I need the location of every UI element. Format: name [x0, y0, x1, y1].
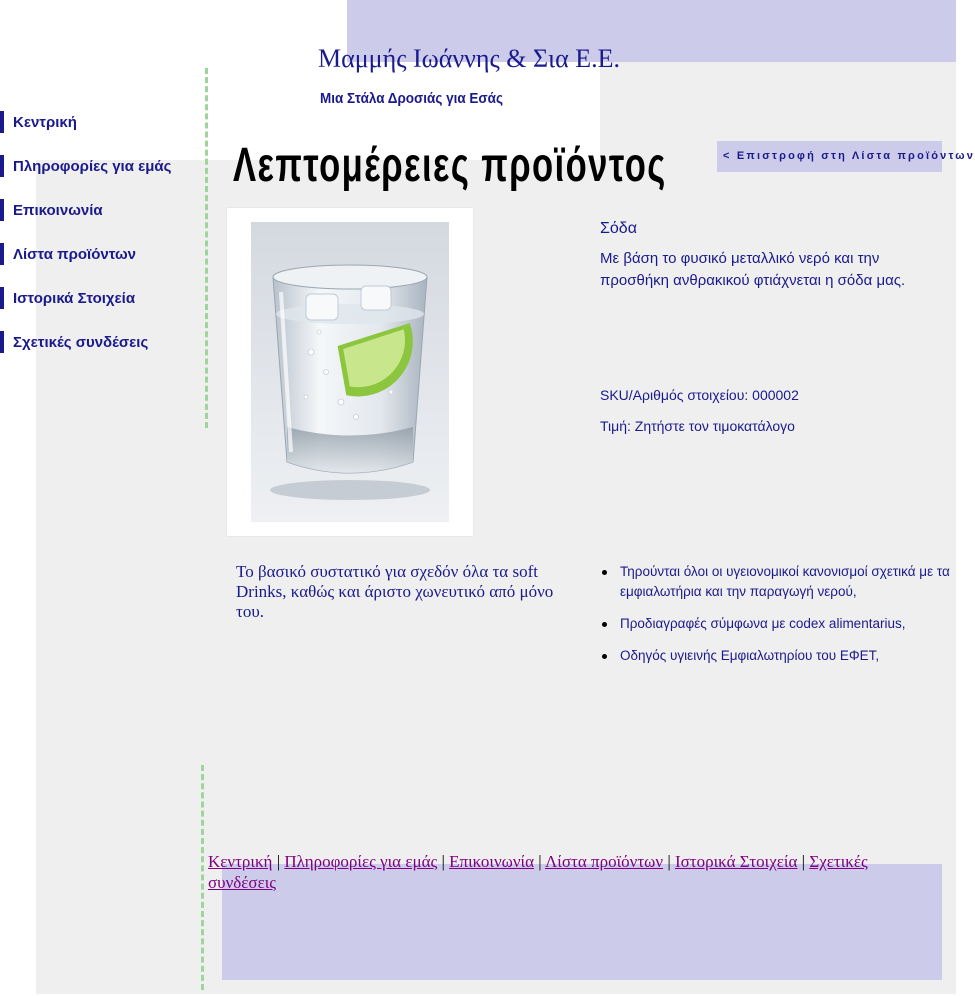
slogan: Μια Στάλα Δροσιάς για Εσάς: [320, 90, 503, 107]
product-sku: SKU/Αριθμός στοιχείου: 000002: [600, 387, 799, 403]
footer-link-history[interactable]: Ιστορικά Στοιχεία: [674, 852, 798, 871]
sidebar-nav: [0, 100, 205, 364]
nav-item-links[interactable]: [0, 320, 205, 364]
product-paragraph: Το βασικό συστατικό για σχεδόν όλα τα soft Drinks, καθώς και άριστο χωνευτικό από μόνο του.: [236, 562, 554, 621]
nav-item-label: Σχετικές συνδέσεις: [13, 333, 149, 351]
page-title: Λεπτομέρειες προϊόντος: [233, 139, 667, 192]
nav-marker: [0, 331, 4, 353]
nav-marker: [0, 287, 4, 309]
nav-marker: [0, 155, 4, 177]
nav-marker: [0, 199, 4, 221]
nav-item-about[interactable]: [0, 144, 205, 188]
footer-separator: |: [441, 852, 445, 871]
footer-link-about[interactable]: Πληροφορίες για εμάς: [284, 852, 438, 871]
list-item: Οδηγός υγιεινής Εμφιαλωτηρίου του ΕΦΕΤ,: [600, 646, 950, 666]
back-to-products-button[interactable]: < Επιστροφή στη Λίστα προϊόντων: [717, 141, 942, 172]
product-name: Σόδα: [600, 220, 637, 237]
footer-separator: |: [538, 852, 542, 871]
nav-marker: [0, 111, 4, 133]
company-name: Μαμμής Ιωάννης & Σια Ε.Ε.: [318, 44, 621, 73]
footer-link-home[interactable]: Κεντρική: [208, 852, 273, 871]
nav-item-label: Ιστορικά Στοιχεία: [13, 289, 136, 307]
footer-separator: |: [801, 852, 806, 871]
feature-list: [600, 562, 950, 678]
nav-item-history[interactable]: [0, 276, 205, 320]
soda-glass-with-lime-icon: [251, 222, 449, 522]
product-image-frame: [227, 208, 473, 536]
footer-nav: [208, 851, 908, 893]
nav-item-label: Κεντρική: [13, 113, 77, 131]
nav-item-label: Λίστα προϊόντων: [13, 245, 136, 263]
nav-item-products[interactable]: [0, 232, 205, 276]
footer-link-contact[interactable]: Επικοινωνία: [449, 852, 534, 871]
footer-link-links[interactable]: Σχετικές συνδέσεις: [208, 852, 868, 892]
footer-separator: |: [276, 852, 281, 871]
nav-divider: [205, 68, 208, 428]
nav-item-home[interactable]: [0, 100, 205, 144]
list-item: Τηρούνται όλοι οι υγειονομικοί κανονισμοί σχετικά με τα εμφιαλωτήρια και την παραγωγή νερού,: [600, 562, 950, 602]
nav-item-label: Πληροφορίες για εμάς: [13, 157, 172, 175]
nav-marker: [0, 243, 4, 265]
product-price: Τιμή: Ζητήστε τον τιμοκατάλογο: [600, 418, 795, 434]
footer-link-products[interactable]: Λίστα προϊόντων: [544, 852, 664, 871]
nav-item-label: Επικοινωνία: [13, 201, 103, 219]
footer-divider: [201, 765, 204, 990]
footer-separator: |: [667, 852, 671, 871]
nav-item-contact[interactable]: [0, 188, 205, 232]
product-description: Με βάση το φυσικό μεταλλικό νερό και την προσθήκη ανθρακικού φτιάχνεται η σόδα μας.: [600, 250, 906, 289]
list-item: Προδιαγραφές σύμφωνα με codex alimentarius,: [600, 614, 950, 634]
